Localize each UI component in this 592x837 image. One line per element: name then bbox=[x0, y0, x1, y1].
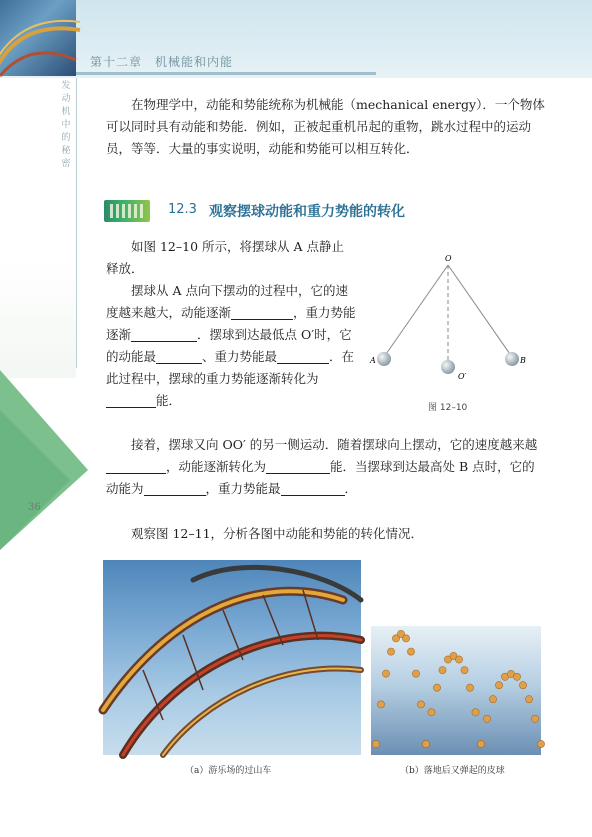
pendulum-intro-text: 如图 12–10 所示，将摆球从 A 点静止释放． bbox=[106, 239, 344, 276]
intro-paragraph: 在物理学中，动能和势能统称为机械能（mechanical energy）．一个物体可以同时具有动能和势能．例如，正被起重机吊起的重物，跳水过程中的运动员，等等．大量的事实说明，动能和势能可以相互转化． bbox=[106, 97, 545, 156]
section-title: 观察摆球动能和重力势能的转化 bbox=[209, 204, 405, 220]
text-fragment: ．在此过程中，摆球的重力势能逐渐转化为 bbox=[106, 349, 355, 386]
ball-image bbox=[495, 682, 502, 689]
text-fragment: ．摆球到达最低点 O′时，它的动能最 bbox=[106, 327, 352, 364]
label-a: A bbox=[370, 356, 376, 365]
text-fragment: ，重力势能逐渐 bbox=[106, 305, 356, 342]
continuation-text bbox=[106, 434, 546, 500]
ball-image bbox=[489, 696, 496, 703]
side-rule bbox=[76, 78, 77, 368]
ball-image bbox=[407, 648, 414, 655]
ball-image bbox=[417, 701, 424, 708]
ball-image bbox=[525, 696, 532, 703]
answer-blank[interactable] bbox=[156, 349, 202, 364]
green-corner-triangle bbox=[0, 370, 90, 550]
side-column-label: 发动机中的秘密 bbox=[61, 81, 71, 169]
chapter-title: 第十二章 机械能和内能 bbox=[90, 55, 234, 69]
answer-blank[interactable] bbox=[281, 481, 345, 496]
figure-caption: 图 12–10 bbox=[428, 403, 468, 413]
label-b: B bbox=[520, 356, 526, 365]
header-rollercoaster-image bbox=[0, 0, 76, 76]
text-fragment: ． bbox=[344, 481, 358, 496]
ball-a bbox=[377, 352, 391, 366]
ball-image bbox=[377, 701, 384, 708]
ball-image bbox=[422, 740, 429, 747]
ball-image bbox=[412, 670, 419, 677]
ball-image bbox=[387, 648, 394, 655]
page-number: 36 bbox=[28, 502, 41, 513]
header-band bbox=[0, 0, 592, 78]
ball-image bbox=[455, 656, 462, 663]
ball-o-prime bbox=[441, 360, 455, 374]
photo-b-caption: （b）落地后又弹起的皮球 bbox=[400, 766, 505, 776]
ball-image bbox=[439, 667, 446, 674]
answer-blank[interactable] bbox=[277, 349, 329, 364]
answer-blank[interactable] bbox=[131, 327, 197, 342]
answer-blank[interactable] bbox=[106, 393, 156, 408]
ball-image bbox=[519, 682, 526, 689]
label-o-prime: O′ bbox=[458, 372, 467, 381]
ball-image bbox=[531, 715, 538, 722]
ball-image bbox=[466, 684, 473, 691]
photo-a-caption: （a）游乐场的过山车 bbox=[185, 766, 272, 776]
ball-image bbox=[402, 635, 409, 642]
ball-image bbox=[461, 667, 468, 674]
pendulum-string-right bbox=[448, 265, 512, 357]
continuation-paragraph bbox=[106, 434, 546, 500]
pendulum-question-text bbox=[106, 280, 356, 412]
header-rule bbox=[76, 72, 376, 75]
ball-image bbox=[483, 715, 490, 722]
ball-image bbox=[428, 709, 435, 716]
text-fragment: 、重力势能最 bbox=[202, 349, 278, 364]
ball-image bbox=[477, 740, 484, 747]
answer-blank[interactable] bbox=[266, 459, 330, 474]
ball-image bbox=[513, 673, 520, 680]
ball-image bbox=[537, 740, 544, 747]
text-fragment: 接着，摆球又向 OO′ 的另一侧运动．随着摆球向上摆动，它的速度越来越 bbox=[131, 437, 538, 452]
rollercoaster-photo bbox=[103, 560, 361, 755]
ball-image bbox=[382, 670, 389, 677]
pendulum-figure bbox=[370, 255, 525, 405]
pendulum-string-left bbox=[384, 265, 448, 357]
section-number: 12.3 bbox=[168, 202, 197, 217]
ball-image bbox=[472, 709, 479, 716]
ball-image bbox=[372, 740, 379, 747]
pendulum-text-column bbox=[106, 236, 356, 412]
label-o: O bbox=[445, 254, 452, 263]
bouncing-ball-photo bbox=[371, 626, 541, 755]
observe-paragraph: 观察图 12–11，分析各图中动能和势能的转化情况． bbox=[131, 526, 424, 541]
ball-b bbox=[505, 352, 519, 366]
ball-image bbox=[433, 684, 440, 691]
answer-blank[interactable] bbox=[231, 305, 293, 320]
answer-blank[interactable] bbox=[144, 481, 206, 496]
text-fragment: ，动能逐渐转化为 bbox=[166, 459, 267, 474]
text-fragment: 能．当摆球到达最高处 B 点时，它的动能为 bbox=[106, 459, 535, 496]
text-fragment: 摆球从 A 点向下摆动的过程中，它的速度越来越大，动能逐渐 bbox=[106, 283, 348, 320]
answer-blank[interactable] bbox=[106, 459, 166, 474]
activity-icon bbox=[104, 200, 150, 222]
text-fragment: 能． bbox=[156, 393, 182, 408]
text-fragment: ，重力势能最 bbox=[205, 481, 281, 496]
